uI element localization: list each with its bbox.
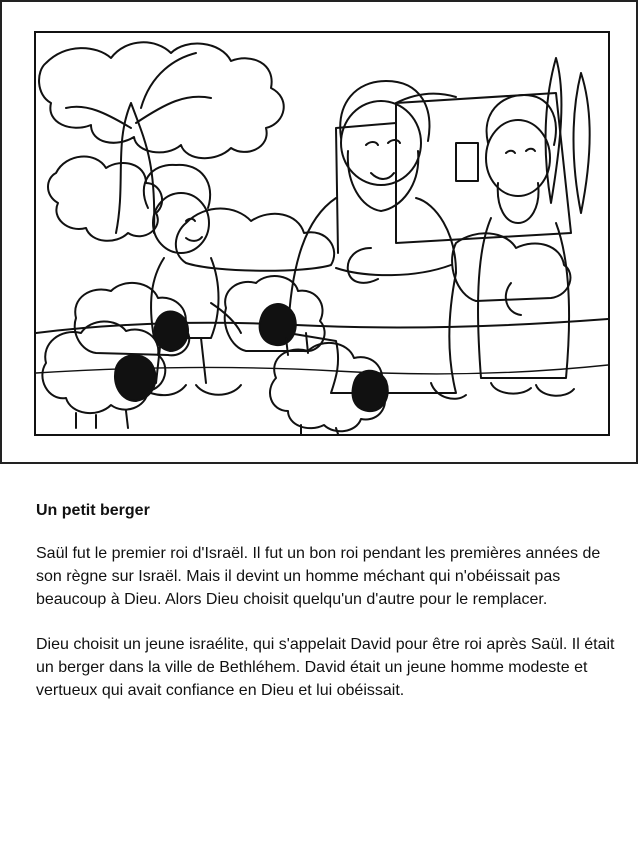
story-section xyxy=(36,500,616,724)
cypress-trees xyxy=(546,58,590,213)
story-title: Un petit berger xyxy=(36,502,150,519)
story-paragraph-2: Dieu choisit un jeune israélite, qui s'appelait David pour être roi après Saül. Il était un berger dans la ville de Bethléhem. David était un jeune homme modeste et vertueux qui avait confiance en Dieu et lui obéissait. xyxy=(36,636,615,699)
coloring-illustration xyxy=(34,31,610,436)
story-paragraph-1: Saül fut le premier roi d'Israël. Il fut un bon roi pendant les premières années de son règne sur Israël. Mais il devint un homme méchant qui n'obéissait pas beaucoup à Dieu. Alors Dieu choisit quelqu'un d'autre pour le remplacer. xyxy=(36,545,601,608)
sheep-group xyxy=(42,276,387,434)
tree-drawing xyxy=(39,42,284,240)
shepherd-boy-figure xyxy=(141,165,241,395)
